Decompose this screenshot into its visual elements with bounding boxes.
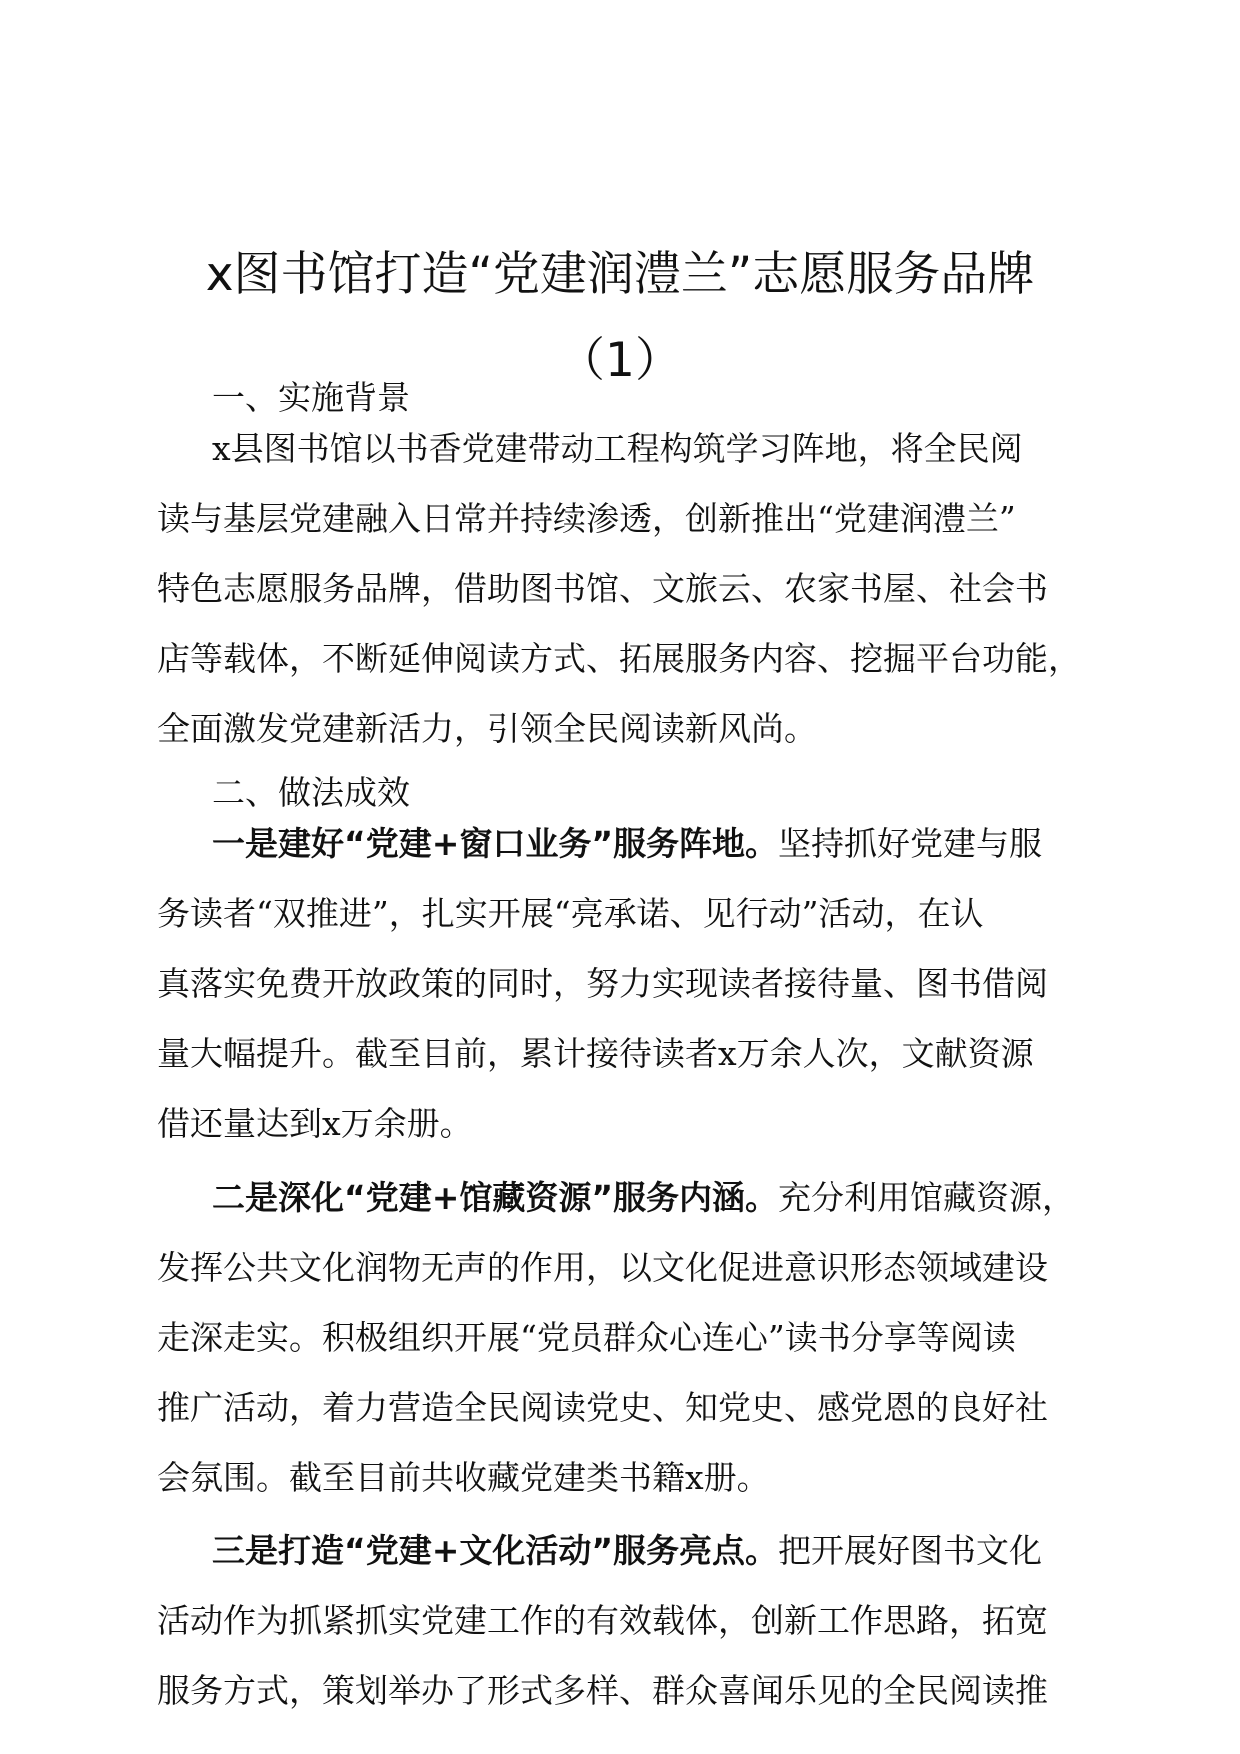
paragraph-background xyxy=(157,414,1087,764)
paragraph-line: 全面激发党建新活力，引领全民阅读新风尚。 xyxy=(157,709,817,748)
paragraph-lead: 二是深化“党建+馆藏资源”服务内涵。 xyxy=(212,1178,779,1217)
paragraph-line: 活动作为抓紧抓实党建工作的有效载体，创新工作思路，拓宽 xyxy=(157,1601,1048,1640)
paragraph-line: 会氛围。截至目前共收藏党建类书籍x册。 xyxy=(157,1458,770,1497)
paragraph-practice-1 xyxy=(157,809,1087,1159)
paragraph-practice-2 xyxy=(157,1163,1087,1513)
paragraph-line xyxy=(157,1516,1087,1586)
paragraph-lead: 三是打造“党建+文化活动”服务亮点。 xyxy=(212,1531,779,1570)
paragraph-text: 充分利用馆藏资源， xyxy=(778,1178,1076,1217)
paragraph-line: 务读者“双推进”，扎实开展“亮承诺、见行动”活动，在认 xyxy=(157,894,984,933)
paragraph-line: 店等载体，不断延伸阅读方式、拓展服务内容、挖掘平台功能， xyxy=(157,639,1081,678)
paragraph-line: 读与基层党建融入日常并持续渗透，创新推出“党建润澧兰” xyxy=(157,499,1016,538)
paragraph-line: 走深走实。积极组织开展“党员群众心连心”读书分享等阅读 xyxy=(157,1318,1016,1357)
paragraph-practice-3 xyxy=(157,1516,1087,1726)
paragraph-line: 借还量达到x万余册。 xyxy=(157,1104,473,1143)
paragraph-line: 量大幅提升。截至目前，累计接待读者x万余人次，文献资源 xyxy=(157,1034,1034,1073)
paragraph-text: 把开展好图书文化 xyxy=(778,1531,1043,1570)
paragraph-line: 真落实免费开放政策的同时，努力实现读者接待量、图书借阅 xyxy=(157,964,1048,1003)
document-title-number: （1） xyxy=(558,333,682,388)
paragraph-line: x县图书馆以书香党建带动工程构筑学习阵地，将全民阅 xyxy=(212,429,1023,468)
paragraph-lead: 一是建好“党建+窗口业务”服务阵地。 xyxy=(212,824,779,863)
paragraph-line xyxy=(157,1163,1087,1233)
paragraph-text: 坚持抓好党建与服 xyxy=(778,824,1043,863)
section-heading-background: 一、实施背景 xyxy=(212,378,410,417)
paragraph-line: 特色志愿服务品牌，借助图书馆、文旅云、农家书屋、社会书 xyxy=(157,569,1048,608)
paragraph-line: 推广活动，着力营造全民阅读党史、知党史、感党恩的良好社 xyxy=(157,1388,1048,1427)
paragraph-line xyxy=(157,809,1087,879)
paragraph-line: 发挥公共文化润物无声的作用，以文化促进意识形态领域建设 xyxy=(157,1248,1048,1287)
document-title: x图书馆打造“党建润澧兰”志愿服务品牌 xyxy=(205,247,1035,302)
paragraph-line: 服务方式，策划举办了形式多样、群众喜闻乐见的全民阅读推 xyxy=(157,1671,1048,1710)
section-heading-practice: 二、做法成效 xyxy=(212,773,410,812)
